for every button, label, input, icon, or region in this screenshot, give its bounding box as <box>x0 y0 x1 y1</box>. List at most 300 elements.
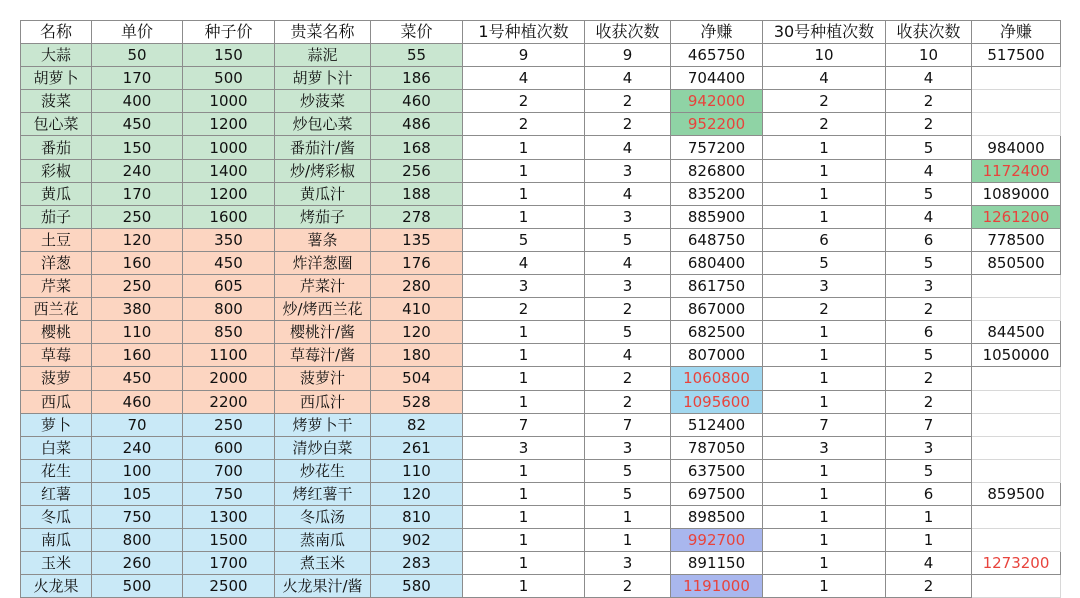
table-row <box>21 136 1061 159</box>
table-cell[interactable]: 261 <box>371 436 463 459</box>
row-name-cell[interactable]: 西兰花 <box>21 298 92 321</box>
table-cell[interactable]: 1 <box>886 529 972 552</box>
table-cell[interactable]: 1 <box>463 367 585 390</box>
table-cell[interactable]: 1400 <box>183 159 275 182</box>
table-cell[interactable]: 西瓜汁 <box>275 390 371 413</box>
table-cell[interactable]: 炒菠菜 <box>275 90 371 113</box>
table-cell[interactable]: 350 <box>183 228 275 251</box>
table-cell[interactable]: 787050 <box>671 436 763 459</box>
table-cell[interactable]: 867000 <box>671 298 763 321</box>
table-cell[interactable]: 170 <box>92 182 183 205</box>
table-cell[interactable]: 6 <box>886 321 972 344</box>
table-cell[interactable]: 胡萝卜汁 <box>275 67 371 90</box>
column-header[interactable]: 菜价 <box>371 21 463 44</box>
table-cell[interactable]: 504 <box>371 367 463 390</box>
row-name-cell[interactable]: 芹菜 <box>21 275 92 298</box>
table-cell[interactable]: 4 <box>463 251 585 274</box>
table-cell[interactable] <box>972 413 1061 436</box>
table-cell[interactable]: 1 <box>763 136 886 159</box>
table-cell[interactable]: 1000 <box>183 136 275 159</box>
table-cell[interactable]: 5 <box>886 251 972 274</box>
table-cell[interactable]: 512400 <box>671 413 763 436</box>
table-cell[interactable]: 芹菜汁 <box>275 275 371 298</box>
table-cell[interactable]: 680400 <box>671 251 763 274</box>
table-row <box>21 459 1061 482</box>
table-cell[interactable]: 4 <box>585 136 671 159</box>
table-cell[interactable]: 120 <box>92 228 183 251</box>
table-row <box>21 413 1061 436</box>
table-cell[interactable]: 188 <box>371 182 463 205</box>
table-cell[interactable]: 942000 <box>671 90 763 113</box>
table-cell[interactable]: 火龙果汁/酱 <box>275 575 371 598</box>
table-cell[interactable]: 1 <box>763 321 886 344</box>
table-cell[interactable]: 樱桃汁/酱 <box>275 321 371 344</box>
table-cell[interactable]: 1 <box>763 575 886 598</box>
row-name-cell[interactable]: 樱桃 <box>21 321 92 344</box>
table-cell[interactable]: 3 <box>585 275 671 298</box>
table-cell[interactable]: 885900 <box>671 205 763 228</box>
row-name-cell[interactable]: 菠萝 <box>21 367 92 390</box>
table-cell[interactable] <box>972 459 1061 482</box>
table-cell[interactable]: 486 <box>371 113 463 136</box>
table-cell[interactable]: 炒包心菜 <box>275 113 371 136</box>
row-name-cell[interactable]: 火龙果 <box>21 575 92 598</box>
table-cell[interactable]: 750 <box>183 482 275 505</box>
table-cell[interactable]: 150 <box>183 44 275 67</box>
table-row <box>21 182 1061 205</box>
table-cell[interactable]: 1 <box>886 505 972 528</box>
table-cell[interactable]: 3 <box>585 552 671 575</box>
table-cell[interactable]: 898500 <box>671 505 763 528</box>
table-row <box>21 205 1061 228</box>
table-cell[interactable]: 105 <box>92 482 183 505</box>
table-cell[interactable]: 170 <box>92 67 183 90</box>
table-cell[interactable]: 1 <box>463 552 585 575</box>
table-cell[interactable]: 7 <box>585 413 671 436</box>
table-row <box>21 113 1061 136</box>
column-header[interactable]: 净赚 <box>972 21 1061 44</box>
table-cell[interactable]: 1 <box>763 390 886 413</box>
column-header[interactable]: 1号种植次数 <box>463 21 585 44</box>
table-cell[interactable]: 800 <box>92 529 183 552</box>
table-cell[interactable]: 6 <box>886 482 972 505</box>
table-cell[interactable] <box>972 505 1061 528</box>
table-cell[interactable]: 240 <box>92 436 183 459</box>
table-cell[interactable]: 1 <box>463 529 585 552</box>
table-cell[interactable]: 2000 <box>183 367 275 390</box>
table-cell[interactable]: 1 <box>463 205 585 228</box>
table-cell[interactable]: 1300 <box>183 505 275 528</box>
table-cell[interactable]: 5 <box>886 136 972 159</box>
table-cell[interactable]: 757200 <box>671 136 763 159</box>
table-cell[interactable]: 1 <box>763 367 886 390</box>
row-name-cell[interactable]: 萝卜 <box>21 413 92 436</box>
table-cell[interactable]: 110 <box>92 321 183 344</box>
table-cell[interactable]: 807000 <box>671 344 763 367</box>
table-cell[interactable]: 5 <box>463 228 585 251</box>
table-cell[interactable]: 草莓汁/酱 <box>275 344 371 367</box>
table-cell[interactable]: 250 <box>92 275 183 298</box>
table-cell[interactable] <box>972 529 1061 552</box>
row-name-cell[interactable]: 南瓜 <box>21 529 92 552</box>
table-cell[interactable]: 180 <box>371 344 463 367</box>
table-cell[interactable]: 2 <box>886 90 972 113</box>
row-name-cell[interactable]: 菠菜 <box>21 90 92 113</box>
table-cell[interactable]: 9 <box>463 44 585 67</box>
table-row <box>21 552 1061 575</box>
table-cell[interactable]: 460 <box>371 90 463 113</box>
row-name-cell[interactable]: 冬瓜 <box>21 505 92 528</box>
table-row <box>21 344 1061 367</box>
table-cell[interactable]: 810 <box>371 505 463 528</box>
table-row <box>21 228 1061 251</box>
table-row <box>21 482 1061 505</box>
table-cell[interactable]: 682500 <box>671 321 763 344</box>
table-cell[interactable] <box>972 113 1061 136</box>
table-cell[interactable]: 2 <box>585 298 671 321</box>
table-row <box>21 251 1061 274</box>
row-name-cell[interactable]: 茄子 <box>21 205 92 228</box>
table-cell[interactable]: 3 <box>886 436 972 459</box>
table-cell[interactable]: 891150 <box>671 552 763 575</box>
table-cell[interactable]: 1 <box>763 552 886 575</box>
table-cell[interactable]: 清炒白菜 <box>275 436 371 459</box>
table-cell[interactable]: 6 <box>886 228 972 251</box>
table-cell[interactable]: 648750 <box>671 228 763 251</box>
table-cell[interactable]: 10 <box>763 44 886 67</box>
table-cell[interactable]: 1089000 <box>972 182 1061 205</box>
table-cell[interactable]: 蒸南瓜 <box>275 529 371 552</box>
table-cell[interactable]: 1 <box>763 505 886 528</box>
spreadsheet-table <box>20 20 1061 598</box>
table-cell[interactable]: 冬瓜汤 <box>275 505 371 528</box>
table-cell[interactable]: 260 <box>92 552 183 575</box>
table-row <box>21 90 1061 113</box>
table-cell[interactable]: 186 <box>371 67 463 90</box>
table-cell[interactable]: 1 <box>463 459 585 482</box>
table-row <box>21 321 1061 344</box>
table-cell[interactable]: 4 <box>886 67 972 90</box>
row-name-cell[interactable]: 草莓 <box>21 344 92 367</box>
table-cell[interactable]: 859500 <box>972 482 1061 505</box>
table-cell[interactable]: 450 <box>183 251 275 274</box>
row-name-cell[interactable]: 西瓜 <box>21 390 92 413</box>
table-cell[interactable]: 5 <box>886 459 972 482</box>
column-header[interactable]: 收获次数 <box>886 21 972 44</box>
table-cell[interactable]: 5 <box>886 182 972 205</box>
table-cell[interactable]: 256 <box>371 159 463 182</box>
table-row <box>21 529 1061 552</box>
table-cell[interactable]: 3 <box>585 159 671 182</box>
table-cell[interactable]: 4 <box>886 205 972 228</box>
table-cell[interactable]: 750 <box>92 505 183 528</box>
table-cell[interactable]: 3 <box>763 275 886 298</box>
table-row <box>21 44 1061 67</box>
table-cell[interactable]: 637500 <box>671 459 763 482</box>
table-cell[interactable]: 450 <box>92 113 183 136</box>
table-cell[interactable]: 4 <box>463 67 585 90</box>
table-cell[interactable]: 1191000 <box>671 575 763 598</box>
table-cell[interactable]: 1261200 <box>972 205 1061 228</box>
table-cell[interactable]: 4 <box>763 67 886 90</box>
table-cell[interactable]: 704400 <box>671 67 763 90</box>
table-row <box>21 505 1061 528</box>
table-cell[interactable]: 160 <box>92 344 183 367</box>
table-cell[interactable]: 1 <box>463 482 585 505</box>
table-cell[interactable]: 850 <box>183 321 275 344</box>
table-row <box>21 436 1061 459</box>
table-cell[interactable]: 9 <box>585 44 671 67</box>
table-cell[interactable]: 400 <box>92 90 183 113</box>
row-name-cell[interactable]: 土豆 <box>21 228 92 251</box>
table-cell[interactable]: 1100 <box>183 344 275 367</box>
table-cell[interactable]: 5 <box>585 228 671 251</box>
table-cell[interactable]: 826800 <box>671 159 763 182</box>
table-cell[interactable]: 50 <box>92 44 183 67</box>
table-cell[interactable]: 7 <box>886 413 972 436</box>
table-cell[interactable]: 580 <box>371 575 463 598</box>
table-cell[interactable] <box>972 575 1061 598</box>
table-cell[interactable]: 82 <box>371 413 463 436</box>
table-cell[interactable]: 1 <box>463 321 585 344</box>
table-cell[interactable]: 240 <box>92 159 183 182</box>
table-row <box>21 575 1061 598</box>
table-cell[interactable] <box>972 390 1061 413</box>
table-cell[interactable]: 1500 <box>183 529 275 552</box>
table-cell[interactable]: 2 <box>886 390 972 413</box>
table-cell[interactable]: 1200 <box>183 113 275 136</box>
table-cell[interactable]: 薯条 <box>275 228 371 251</box>
table-cell[interactable]: 1 <box>585 505 671 528</box>
table-cell[interactable]: 2 <box>763 298 886 321</box>
table-cell[interactable]: 2 <box>886 367 972 390</box>
table-cell[interactable]: 1 <box>763 182 886 205</box>
table-cell[interactable]: 250 <box>183 413 275 436</box>
table-cell[interactable]: 517500 <box>972 44 1061 67</box>
table-row <box>21 367 1061 390</box>
table-cell[interactable]: 460 <box>92 390 183 413</box>
table-cell[interactable]: 2 <box>886 298 972 321</box>
table-cell[interactable]: 1 <box>763 482 886 505</box>
table-cell[interactable]: 861750 <box>671 275 763 298</box>
table-cell[interactable]: 1 <box>463 390 585 413</box>
table-cell[interactable]: 120 <box>371 482 463 505</box>
table-cell[interactable]: 5 <box>585 459 671 482</box>
header-row <box>21 21 1061 44</box>
table-cell[interactable]: 5 <box>763 251 886 274</box>
table-cell[interactable] <box>972 275 1061 298</box>
table-cell[interactable] <box>972 298 1061 321</box>
table-cell[interactable]: 902 <box>371 529 463 552</box>
row-name-cell[interactable]: 黄瓜 <box>21 182 92 205</box>
table-cell[interactable]: 5 <box>585 482 671 505</box>
table-cell[interactable]: 835200 <box>671 182 763 205</box>
table-cell[interactable]: 465750 <box>671 44 763 67</box>
row-name-cell[interactable]: 红薯 <box>21 482 92 505</box>
table-cell[interactable]: 700 <box>183 459 275 482</box>
table-cell[interactable]: 4 <box>886 552 972 575</box>
table-cell[interactable]: 5 <box>886 344 972 367</box>
row-name-cell[interactable]: 玉米 <box>21 552 92 575</box>
table-cell[interactable]: 2 <box>463 113 585 136</box>
table-cell[interactable]: 844500 <box>972 321 1061 344</box>
table-cell[interactable]: 1 <box>763 529 886 552</box>
table-cell[interactable]: 菠萝汁 <box>275 367 371 390</box>
table-cell[interactable]: 1 <box>463 182 585 205</box>
table-cell[interactable]: 4 <box>585 344 671 367</box>
table-cell[interactable]: 992700 <box>671 529 763 552</box>
column-header[interactable]: 30号种植次数 <box>763 21 886 44</box>
table-cell[interactable]: 7 <box>463 413 585 436</box>
table-cell[interactable]: 1060800 <box>671 367 763 390</box>
table-cell[interactable]: 283 <box>371 552 463 575</box>
table-cell[interactable]: 70 <box>92 413 183 436</box>
table-cell[interactable]: 1 <box>763 459 886 482</box>
table-cell[interactable]: 炸洋葱圈 <box>275 251 371 274</box>
table-cell[interactable]: 168 <box>371 136 463 159</box>
table-cell[interactable]: 3 <box>463 275 585 298</box>
table-cell[interactable]: 850500 <box>972 251 1061 274</box>
table-cell[interactable]: 800 <box>183 298 275 321</box>
table-cell[interactable]: 952200 <box>671 113 763 136</box>
table-cell[interactable]: 7 <box>763 413 886 436</box>
table-cell[interactable]: 3 <box>585 436 671 459</box>
table-cell[interactable]: 500 <box>183 67 275 90</box>
table-cell[interactable]: 烤茄子 <box>275 205 371 228</box>
table-cell[interactable]: 605 <box>183 275 275 298</box>
table-cell[interactable]: 5 <box>585 321 671 344</box>
table-cell[interactable] <box>972 90 1061 113</box>
row-name-cell[interactable]: 大蒜 <box>21 44 92 67</box>
table-cell[interactable]: 410 <box>371 298 463 321</box>
table-cell[interactable]: 10 <box>886 44 972 67</box>
table-cell[interactable]: 炒/烤彩椒 <box>275 159 371 182</box>
column-header[interactable]: 净赚 <box>671 21 763 44</box>
table-cell[interactable]: 1 <box>463 344 585 367</box>
row-name-cell[interactable]: 包心菜 <box>21 113 92 136</box>
row-name-cell[interactable]: 洋葱 <box>21 251 92 274</box>
table-cell[interactable]: 450 <box>92 367 183 390</box>
column-header[interactable]: 单价 <box>92 21 183 44</box>
table-cell[interactable] <box>972 367 1061 390</box>
table-row <box>21 298 1061 321</box>
table-row <box>21 159 1061 182</box>
table-cell[interactable]: 2 <box>585 575 671 598</box>
table-cell[interactable]: 120 <box>371 321 463 344</box>
table-cell[interactable]: 2 <box>763 90 886 113</box>
table-cell[interactable]: 1172400 <box>972 159 1061 182</box>
column-header[interactable]: 名称 <box>21 21 92 44</box>
table-cell[interactable]: 3 <box>585 205 671 228</box>
table-cell[interactable]: 1 <box>463 136 585 159</box>
table-row <box>21 275 1061 298</box>
table-cell[interactable]: 2 <box>585 390 671 413</box>
table-cell[interactable]: 2 <box>886 575 972 598</box>
table-cell[interactable] <box>972 67 1061 90</box>
column-header[interactable]: 贵菜名称 <box>275 21 371 44</box>
table-cell[interactable]: 1 <box>763 159 886 182</box>
table-cell[interactable]: 278 <box>371 205 463 228</box>
table-cell[interactable]: 55 <box>371 44 463 67</box>
table-cell[interactable]: 984000 <box>972 136 1061 159</box>
row-name-cell[interactable]: 胡萝卜 <box>21 67 92 90</box>
row-name-cell[interactable]: 番茄 <box>21 136 92 159</box>
table-cell[interactable]: 4 <box>585 251 671 274</box>
table-cell[interactable]: 1 <box>463 505 585 528</box>
table-cell[interactable]: 697500 <box>671 482 763 505</box>
table-cell[interactable]: 2200 <box>183 390 275 413</box>
table-cell[interactable] <box>972 436 1061 459</box>
table-cell[interactable]: 番茄汁/酱 <box>275 136 371 159</box>
table-cell[interactable]: 1 <box>763 205 886 228</box>
table-cell[interactable]: 6 <box>763 228 886 251</box>
table-cell[interactable]: 1095600 <box>671 390 763 413</box>
table-cell[interactable]: 1700 <box>183 552 275 575</box>
table-cell[interactable]: 2 <box>463 298 585 321</box>
table-cell[interactable]: 135 <box>371 228 463 251</box>
table-cell[interactable]: 3 <box>763 436 886 459</box>
table-cell[interactable]: 4 <box>886 159 972 182</box>
table-cell[interactable]: 蒜泥 <box>275 44 371 67</box>
row-name-cell[interactable]: 花生 <box>21 459 92 482</box>
table-cell[interactable]: 煮玉米 <box>275 552 371 575</box>
table-cell[interactable]: 1050000 <box>972 344 1061 367</box>
table-cell[interactable]: 3 <box>886 275 972 298</box>
table-cell[interactable]: 500 <box>92 575 183 598</box>
table-cell[interactable]: 1000 <box>183 90 275 113</box>
table-row <box>21 390 1061 413</box>
table-cell[interactable]: 1 <box>585 529 671 552</box>
table-cell[interactable]: 110 <box>371 459 463 482</box>
table-cell[interactable]: 380 <box>92 298 183 321</box>
table-cell[interactable]: 1 <box>463 159 585 182</box>
table-cell[interactable]: 1200 <box>183 182 275 205</box>
table-cell[interactable]: 160 <box>92 251 183 274</box>
table-cell[interactable]: 4 <box>585 67 671 90</box>
table-cell[interactable]: 280 <box>371 275 463 298</box>
table-cell[interactable]: 100 <box>92 459 183 482</box>
table-cell[interactable]: 2 <box>585 367 671 390</box>
table-cell[interactable]: 150 <box>92 136 183 159</box>
table-cell[interactable]: 2 <box>463 90 585 113</box>
table-cell[interactable]: 2500 <box>183 575 275 598</box>
table-cell[interactable]: 1273200 <box>972 552 1061 575</box>
table-cell[interactable]: 600 <box>183 436 275 459</box>
table-cell[interactable]: 炒/烤西兰花 <box>275 298 371 321</box>
table-cell[interactable]: 黄瓜汁 <box>275 182 371 205</box>
table-cell[interactable]: 烤萝卜干 <box>275 413 371 436</box>
table-cell[interactable]: 778500 <box>972 228 1061 251</box>
table-cell[interactable]: 炒花生 <box>275 459 371 482</box>
table-cell[interactable]: 烤红薯干 <box>275 482 371 505</box>
table-cell[interactable]: 1 <box>763 344 886 367</box>
row-name-cell[interactable]: 白菜 <box>21 436 92 459</box>
row-name-cell[interactable]: 彩椒 <box>21 159 92 182</box>
table-cell[interactable]: 2 <box>763 113 886 136</box>
table-cell[interactable]: 528 <box>371 390 463 413</box>
table-cell[interactable]: 2 <box>886 113 972 136</box>
table-cell[interactable]: 176 <box>371 251 463 274</box>
column-header[interactable]: 收获次数 <box>585 21 671 44</box>
table-cell[interactable]: 3 <box>463 436 585 459</box>
table-cell[interactable]: 2 <box>585 113 671 136</box>
table-cell[interactable]: 250 <box>92 205 183 228</box>
table-cell[interactable]: 4 <box>585 182 671 205</box>
table-cell[interactable]: 1 <box>463 575 585 598</box>
table-cell[interactable]: 2 <box>585 90 671 113</box>
column-header[interactable]: 种子价 <box>183 21 275 44</box>
table-cell[interactable]: 1600 <box>183 205 275 228</box>
